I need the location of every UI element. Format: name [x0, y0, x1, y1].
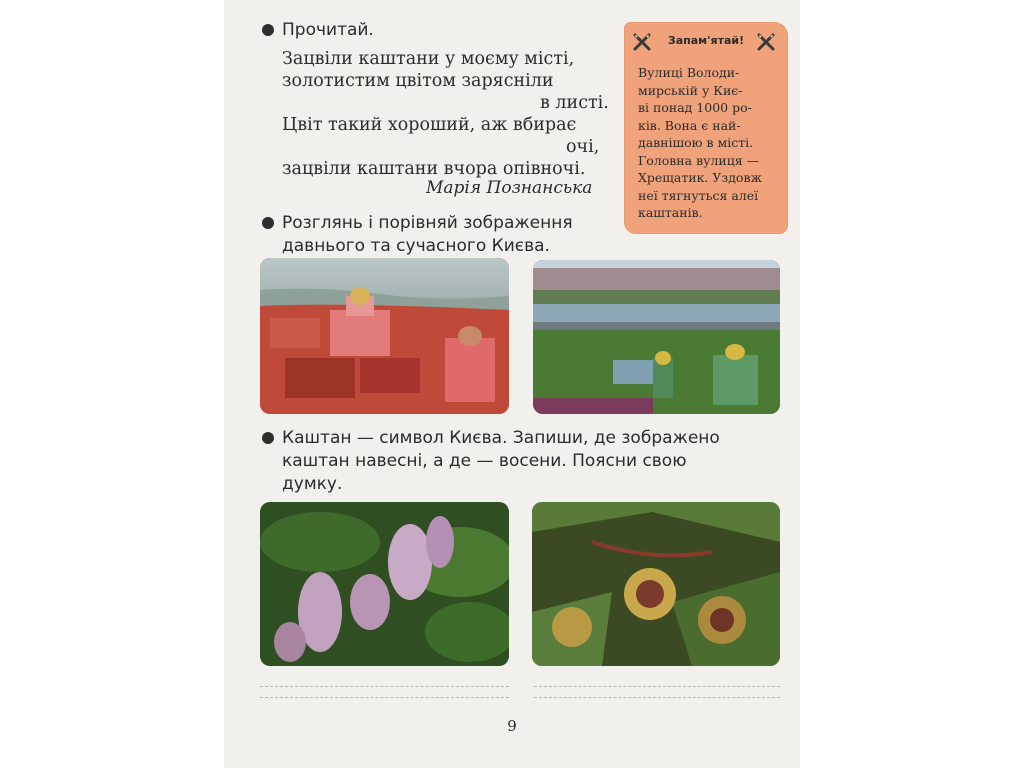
poem-line: зацвіли каштани вчора опівночі.	[282, 159, 586, 179]
remember-note-text: Вулиці Володи- мирській у Киє- ві понад 1000 ро- ків. Вона є най- давнішою в місті. Головна вулиця — Хрещатик. Уздовж неї тягнуться алеї каштанів.	[638, 65, 762, 220]
remember-note-title: Запам'ятай!	[667, 34, 745, 47]
chestnut-blossom-photo	[260, 502, 509, 666]
bullet-task-2	[262, 217, 274, 229]
crossed-pencils-icon	[756, 32, 776, 52]
task-3-instruction-line: Каштан — символ Києва. Запиши, де зображено	[282, 428, 720, 448]
task-1-instruction: Прочитай.	[282, 20, 374, 40]
modern-kyiv-photo	[533, 260, 780, 414]
poem-line: золотистим цвітом зарясніли	[282, 71, 554, 91]
writing-line-left[interactable]	[260, 686, 509, 698]
ancient-kyiv-painting	[260, 258, 509, 414]
remember-note	[624, 22, 788, 234]
remember-note-header	[624, 32, 788, 54]
poem-line: в листі.	[540, 93, 609, 113]
poem-line: Цвіт такий хороший, аж вбирає	[282, 115, 577, 135]
bullet-task-1	[262, 24, 274, 36]
task-3-instruction-line: каштан навесні, а де — восени. Поясни свою	[282, 451, 687, 471]
task-2-instruction-line: давнього та сучасного Києва.	[282, 236, 550, 256]
task-2-instruction-line: Розглянь і порівняй зображення	[282, 213, 573, 233]
poem-line: Зацвіли каштани у моєму місті,	[282, 49, 575, 69]
page-number: 9	[507, 717, 517, 735]
task-3-instruction-line: думку.	[282, 474, 343, 494]
writing-line-right[interactable]	[534, 686, 780, 698]
crossed-pencils-icon	[632, 32, 652, 52]
poem-author: Марія Познанська	[426, 178, 593, 198]
poem-line: очі,	[566, 137, 600, 157]
bullet-task-3	[262, 432, 274, 444]
chestnut-fruit-photo	[532, 502, 780, 666]
textbook-page	[224, 0, 800, 768]
